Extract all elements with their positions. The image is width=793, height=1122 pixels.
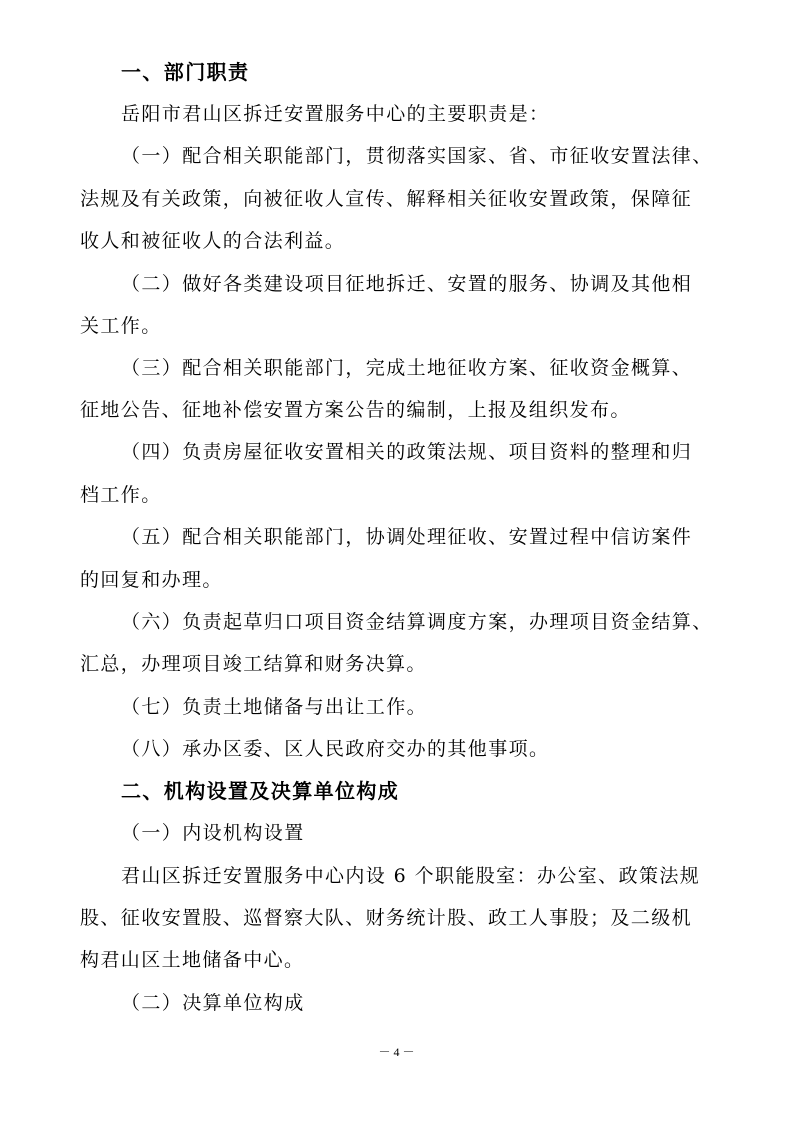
paragraph-line: （二）决算单位构成 <box>121 992 305 1014</box>
paragraph-line: （一）配合相关职能部门，贯彻落实国家、省、市征收安置法律、 <box>121 145 713 167</box>
paragraph-line: （一）内设机构设置 <box>121 822 305 844</box>
paragraph-line: 股、征收安置股、巡督察大队、财务统计股、政工人事股；及二级机 <box>80 907 693 929</box>
section-heading: 二、机构设置及决算单位构成 <box>121 779 400 803</box>
paragraph-line: 收人和被征收人的合法利益。 <box>80 230 346 252</box>
paragraph-line: 法规及有关政策，向被征收人宣传、解释相关征收安置政策，保障征 <box>80 188 693 210</box>
paragraph-line: 汇总，办理项目竣工结算和财务决算。 <box>80 653 427 675</box>
paragraph-line: （五）配合相关职能部门，协调处理征收、安置过程中信访案件 <box>121 526 693 548</box>
paragraph-line: 君山区拆迁安置服务中心内设 6 个职能股室：办公室、政策法规 <box>121 865 701 887</box>
paragraph-line: （七）负责土地储备与出让工作。 <box>121 696 428 718</box>
paragraph-line: （二）做好各类建设项目征地拆迁、安置的服务、协调及其他相 <box>121 273 693 295</box>
page-number: － 4 － <box>378 1045 415 1059</box>
paragraph-line: （三）配合相关职能部门，完成土地征收方案、征收资金概算、 <box>121 357 693 379</box>
paragraph-line: 征地公告、征地补偿安置方案公告的编制，上报及组织发布。 <box>80 399 631 421</box>
paragraph-line: （六）负责起草归口项目资金结算调度方案，办理项目资金结算、 <box>121 611 713 633</box>
section-heading: 一、部门职责 <box>121 60 250 84</box>
paragraph-line: （八）承办区委、区人民政府交办的其他事项。 <box>121 738 550 760</box>
paragraph-line: 岳阳市君山区拆迁安置服务中心的主要职责是： <box>121 103 550 125</box>
paragraph-line: 的回复和办理。 <box>80 569 223 591</box>
paragraph-line: 关工作。 <box>80 315 162 337</box>
paragraph-line: （四）负责房屋征收安置相关的政策法规、项目资料的整理和归 <box>121 441 693 463</box>
paragraph-line: 构君山区土地储备中心。 <box>80 949 305 971</box>
paragraph-line: 档工作。 <box>80 484 162 506</box>
